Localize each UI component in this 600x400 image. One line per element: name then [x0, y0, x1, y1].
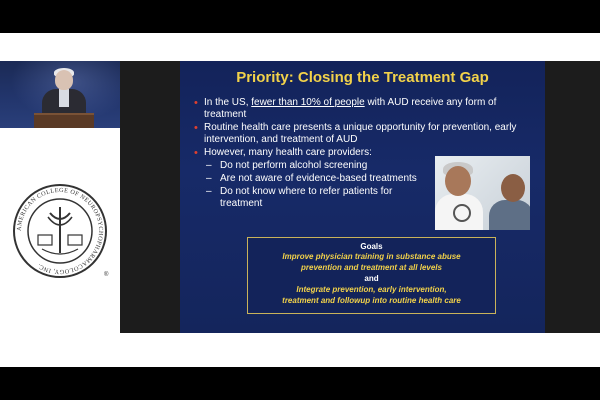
goals-and: and [364, 274, 379, 283]
underlined-stat: fewer than 10% of people [251, 97, 365, 108]
seal-text: AMERICAN COLLEGE OF NEUROPSYCHOPHARMACOLOGY, INC. [15, 186, 105, 276]
doctor-patient-photo [435, 156, 530, 230]
podium [34, 113, 94, 128]
subbullet-3: – Do not know where to refer patients for treatment [206, 186, 430, 210]
speaker-camera-inset [0, 61, 120, 128]
goal-line-1: Improve physician training in substance abuse [282, 252, 461, 261]
goals-title: Goals [360, 242, 383, 251]
presentation-slide [120, 61, 600, 333]
goal-line-4: treatment and followup into routine health care [282, 296, 461, 305]
letterbox-bottom [0, 367, 600, 400]
bullet-3: • However, many health care providers: [194, 147, 524, 159]
acnp-seal-logo [12, 183, 108, 279]
slide-title: Priority: Closing the Treatment Gap [236, 69, 489, 86]
bullet-2: • Routine health care presents a unique opportunity for prevention, early intervention, and treatment of AUD [194, 122, 524, 146]
letterbox-top [0, 0, 600, 33]
slide-content [180, 61, 545, 333]
goal-line-2: prevention and treatment at all levels [301, 263, 442, 272]
goal-line-3: Integrate prevention, early intervention, [296, 285, 447, 294]
subbullet-1: – Do not perform alcohol screening [206, 160, 430, 172]
registered-mark: ® [104, 272, 109, 278]
bullet-1: • In the US, fewer than 10% of people with AUD receive any form of treatment [194, 97, 524, 121]
subbullet-2: – Are not aware of evidence-based treatments [206, 173, 430, 185]
goals-box [247, 237, 496, 314]
